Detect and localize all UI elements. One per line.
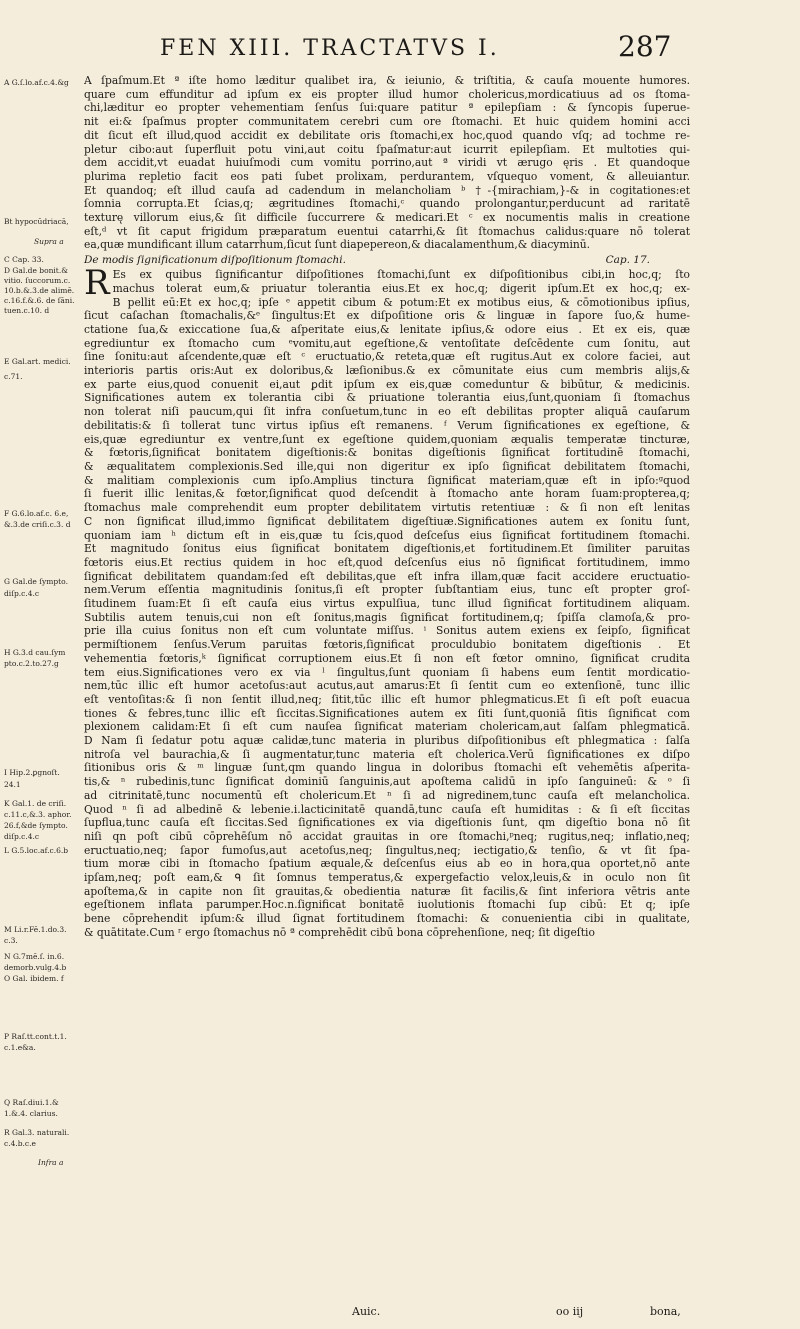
- text-line: B pellit eū:Et ex hoc,q; ipſe ᵉ appetit cibum & potum:Et ex motibus eius, & cōmotionibus ipſius,: [112, 295, 690, 309]
- main-text-column: [84, 74, 690, 940]
- text-line: machus tolerat eum,& priuatur tolerantia eius.Et ex hoc,q; digerit ipſum.Et ex hoc,q; ex-: [112, 281, 690, 295]
- margin-note: demorb.vulg.4.b: [4, 963, 67, 972]
- margin-note: c.4.b.c.e: [4, 1139, 36, 1148]
- text-line: egrediuntur ex ſtomacho cum ᵉvomitu,aut egeſtione,& ventoſitate deſcēdente cum ſonitu, aut: [84, 336, 690, 350]
- margin-note: Infra a: [38, 1158, 64, 1167]
- text-line: ſignificat debilitatem quandam:ſed eſt debilitas,que eſt infra illam,quæ facit accidere eructuatio-: [84, 569, 690, 583]
- chapter-heading: [84, 253, 690, 267]
- text-line: pletur cibo:aut ſuperfluit potu vini,aut coitu ſpaſmatur:aut icurrit epilepſiam. Et multoties qui-: [84, 142, 690, 156]
- margin-note: 10.b.&.3.de alimē.: [4, 286, 75, 295]
- margin-note: diſp.c.4.c: [4, 589, 40, 598]
- text-line: non tolerat niſi paucum,qui ſit infra conſuetum,tunc in eo eſt debilitas propter aliquā cauſarum: [84, 405, 690, 419]
- margin-note: A G.ſ.lo.af.c.4.&g: [4, 78, 69, 87]
- text-line: & æqualitatem complexionis.Sed ille,qui non digeritur ex ipſo ſignificat debilitatem ſtomachi,: [84, 459, 690, 473]
- margin-note: O Gal. ibidem. f: [4, 974, 64, 983]
- text-line: ſine ſonitu:aut aſcendente,quæ eſt ᶜ eructuatio,& reteta,quæ eſt rugitus.Aut ex colore faciei, aut: [84, 350, 690, 364]
- margin-note: c.16.f.&.6. de ſāni.: [4, 296, 75, 305]
- text-line: apoſtema,& in capite non ſit grauitas,& obedientia naturæ ſit facilis,& ſint inferiora vētris ante: [84, 884, 690, 898]
- text-line: nem,tūc illic eſt humor acetoſus:aut acutus,aut amarus:Et ſi ſentit cum eo extenſionē, tunc illic: [84, 679, 690, 693]
- text-line: chi,læditur eo propter vehementiam ſenſus ſui:quare patitur ª epilepſiam : & ſyncopis ſuperue-: [84, 101, 690, 115]
- signature-mark: oo iij: [556, 1305, 584, 1318]
- catchword-left: Auic.: [352, 1305, 381, 1318]
- margin-note: D Gal.de bonit.&: [4, 266, 68, 275]
- text-line: ea,quæ mundificant illum catarrhum,ſicut ſunt diapepereon,& diacalamenthum,& diacyminū.: [84, 238, 591, 252]
- text-line: dem accidit,vt euadat huiuſmodi cum vomitu porrino,aut ª viridi vt ærugo ęris . Et quandoque: [84, 156, 690, 170]
- margin-note: 24.1: [4, 780, 21, 789]
- margin-note: G Gal.de ſympto.: [4, 577, 68, 586]
- text-line: Et magnitudo ſonitus eius ſignificat bonitatem digeſtionis,et fortitudinem.Et ſimiliter paruitas: [84, 542, 690, 556]
- margin-note: H G.3.d cau.ſym: [4, 648, 66, 657]
- margin-note: L G.5.loc.af.c.6.b: [4, 846, 69, 855]
- chapter-number: Cap. 17.: [605, 254, 650, 267]
- text-line: Et quandoq; eſt illud cauſa ad cadendum in melancholiam ᵇ †-{mirachiam,}-& in cogitationes:et: [84, 183, 690, 197]
- text-line: ſtomachus male comprehendit eum propter debilitatem virtutis retentiuæ : & ſi non eſt lenitas: [84, 501, 690, 515]
- margin-note: Bt hypocūdriacā,: [4, 217, 69, 226]
- margin-note: P Raſ.tt.cont.t.1.: [4, 1032, 67, 1041]
- text-line: plurima repletio facit eos pati ſubet prolixam, perdurantem, vſquequo voment, & alleuiantur.: [84, 169, 690, 183]
- text-line: tis,& ⁿ rubedinis,tunc ſignificat dominiū ſanguinis,aut apoſtema calidū in ipſo ſanguineū: & ᵒ ſi: [84, 775, 690, 789]
- text-line: eſt ventoſitas:& ſi non ſentit illud,neq; ſitit,tūc illic eſt humor phlegmaticus.Et ſi eſt poſt euacua: [84, 692, 690, 706]
- text-line: eſt,ᵈ vt ſit caput frigidum præparatum euentui catarrhi,& ſit ſtomachus calidus:quare nō tolerat: [84, 224, 690, 238]
- text-line: eructuatio,neq; ſapor fumoſus,aut acetoſus,neq; ſingultus,neq; iectigatio,& tenſio, & vt ſit ſpa-: [84, 843, 690, 857]
- text-line: prie illa cuius ſonitus non eſt cum voluntate miſſus. ⁱ Sonitus autem exiens ex ſeipſo, ſignificat: [84, 624, 690, 638]
- margin-note: c.3.: [4, 936, 18, 945]
- text-line: ſitudinem ſuam:Et ſi eſt cauſa eius virtus expulſiua, tunc illud ſignificat fortitudinem aliquam.: [84, 597, 690, 611]
- text-line: tium moræ cibi in ſtomacho ſpatium æquale,& deſcenſus eius ab eo in hora,qua oportet,nō ante: [84, 857, 690, 871]
- margin-note: 1.&.4. clarius.: [4, 1109, 58, 1118]
- text-line: debilitatis:& ſi tollerat tunc virtus ipſius eſt remanens. ᶠ Verum ſignificationes ex egeſtione, &: [84, 418, 690, 432]
- text-line: ſi fuerit illic lenitas,& fœtor,ſignificat quod deſcendit à ſtomacho ante horam ſuam:propterea,q;: [84, 487, 690, 501]
- text-line: Subtilis autem tenuis,cui non eſt ſonitus,magis ſignificat fortitudinem,q; ſpiſſa clamoſa,& pro-: [84, 610, 690, 624]
- margin-note: tuen.c.10. d: [4, 306, 50, 315]
- margin-note: c.11.c,&.3. aphor.: [4, 810, 72, 819]
- text-line: ctatione ſua,& exiccatione ſua,& aſperitate eius,& lenitate ipſius,& odore eius . Et ex eis, quæ: [84, 322, 690, 336]
- text-line: bene cōprehendit ipſum:& illud ſignat fortitudinem ſtomachi: & conuenientia cibi in qualitate,: [84, 912, 690, 926]
- margin-note: K Gal.1. de criſi.: [4, 799, 67, 808]
- text-line: & fœtoris,ſignificat bonitatem digeſtionis:& bonitas digeſtionis ſignificat fortitudinē ſtomachi,: [84, 446, 690, 460]
- text-line: fœtoris eius.Et rectius quidem in hoc eſt,quod deſcenſus eius nō ſignificat fortitudinem, immo: [84, 555, 690, 569]
- text-line: texturę villorum eius,& ſit difficile ſuccurrere & medicari.Et ᶜ ex nocumentis malis in creatione: [84, 211, 690, 225]
- text-line: ſomnia corrupta.Et ſcias,q; ægritudines ſtomachi,ᶜ quando prolongantur,perducunt ad raritatē: [84, 197, 690, 211]
- text-line: niſi qn poſt cibū cōprehēſum nō accidat grauitas in ore ſtomachi,ᵖneq; rugitus,neq; inflatio,neq;: [84, 829, 690, 843]
- paragraph: [84, 263, 690, 939]
- running-head: FEN XIII. TRACTATVS I.: [160, 36, 500, 61]
- text-line: nit ei:& ſpaſmus propter communitatem cerebri cum ore ſtomachi. Et huic quidem homini acci: [84, 115, 690, 129]
- margin-note: I Hip.2.ꝑgnoſt.: [4, 768, 60, 777]
- text-line: D Nam ſi ſedatur potu aquæ calidæ,tunc materia in pluribus diſpoſitionibus eſt phlegmatica : ſalſa: [84, 734, 690, 748]
- text-line: nem.Verum eſſentia magnitudinis ſonitus,ſi eſt propter ſubſtantiam eius, tunc eſt propter groſ-: [84, 583, 690, 597]
- margin-note: Supra a: [34, 237, 64, 246]
- text-line: egeſtionem inflata parumper.Hoc.n.ſignificat bonitatē iuolutionis ſtomachi ſup cibū: Et q; ipſe: [84, 898, 690, 912]
- text-line: interioris partis oris:Aut ex doloribus,& læſionibus.& ex cōmunitate eius cum membris alijs,&: [84, 364, 690, 378]
- text-line: plexionem calidam:Et ſi eſt cum nauſea ſignificat materiam cholericam,aut ſalſam phlegmaticā.: [84, 720, 690, 734]
- text-line: & quātitate.Cum ʳ ergo ſtomachus nō ª comprehēdit cibū bona cōprehenſione, neq; ſit digeſtio: [84, 925, 595, 939]
- paragraph: [84, 74, 690, 252]
- drop-capital: R: [84, 263, 110, 304]
- text-line: vehementia fœtoris,ᵏ ſignificat corruptionem eius.Et ſi non eſt fœtor omnino, ſignificat crudita: [84, 651, 690, 665]
- text-line: & malitiam complexionis cum ipſo.Amplius tinctura ſignificat materiam,quæ eſt in ipſo:ᵍquod: [84, 473, 690, 487]
- text-line: ſupflua,tunc cauſa eſt ſiccitas.Sed ſignificationes ex via digeſtionis ſunt, qm digeſtio bona nō ſit: [84, 816, 690, 830]
- margin-note: E Gal.art. medici.: [4, 357, 71, 366]
- margin-note: c.1.e&a.: [4, 1043, 36, 1052]
- text-line: ſicut caſachan ſtomachalis,&ᵉ ſingultus:Et ex diſpoſitione oris & linguæ in ſapore ſuo,& hume-: [84, 309, 690, 323]
- margin-note: vitio. ſuccorum.c.: [4, 276, 71, 285]
- margin-note: F G.6.lo.af.c. 6.e,: [4, 509, 69, 518]
- text-line: tem eius.Significationes vero ex via ˡ ſingultus,ſunt quoniam ſi habens eum ſentit mordicatio-: [84, 665, 690, 679]
- margin-note: N G.7mē.ſ. in.6.: [4, 952, 65, 961]
- catchword-right: bona,: [650, 1305, 681, 1318]
- text-line: dit ſicut eſt illud,quod accidit ex debilitate oris ſtomachi,ex hoc,quod quando vſq; ad tochme re-: [84, 128, 690, 142]
- text-line: C non ſignificat illud,immo ſignificat debilitatem digeſtiuæ.Significationes autem ex ſonitu ſunt,: [84, 514, 690, 528]
- text-line: Es ex quibus ſignificantur diſpoſitiones ſtomachi,ſunt ex diſpoſitionibus cibi,in hoc,q; ſto: [112, 268, 690, 282]
- text-line: eis,quæ egrediuntur ex ventre,ſunt ex egeſtione quidem,quoniam æqualis temperatæ tincturæ,: [84, 432, 690, 446]
- margin-note: c.71.: [4, 372, 23, 381]
- margin-note: M Li.r.Fē.1.do.3.: [4, 925, 67, 934]
- margin-note: 26.f,&de ſympto.: [4, 821, 68, 830]
- text-line: Significationes autem ex tolerantia cibi & priuatione tolerantia eius,ſunt,quoniam ſi ſtomachus: [84, 391, 690, 405]
- text-line: ſitionibus oris & ᵐ linguæ ſunt,qm quando lingua in doloribus ſtomachi eſt vehemētis aſperita-: [84, 761, 690, 775]
- text-line: ipſam,neq; poſt eam,& ᑫ ſit ſomnus temperatus,& expergefactio velox,leuis,& in oculo non ſit: [84, 871, 690, 885]
- margin-note: &.3.de criſi.c.3. d: [4, 520, 71, 529]
- margin-note: R Gal.3. naturali.: [4, 1128, 70, 1137]
- text-line: tiones & febres,tunc illic eſt ſiccitas.Significationes autem ex ſiti ſunt,quoniā ſitis ſignificat com: [84, 706, 690, 720]
- text-line: ad citrinitatē,tunc nocumentū eſt cholericum.Et ⁿ ſi ad nigredinem,tunc cauſa eſt melancholica.: [84, 788, 690, 802]
- text-line: Quod ⁿ ſi ad albedinē & lebenie.i.lacticinitatē quandā,tunc cauſa eſt humiditas : & ſi eſt ſiccitas: [84, 802, 690, 816]
- margin-note: pto.c.2.to.27.g: [4, 659, 59, 668]
- text-line: nitroſa vel baurachia,& ſi augmentatur,tunc materia eſt cholerica.Verū ſignificationes ex diſpo: [84, 747, 690, 761]
- text-line: permiſtionem ſenſus.Verum paruitas fœtoris,ſignificat proculdubio bonitatem digeſtionis . Et: [84, 638, 690, 652]
- text-line: quare cum effunditur ad ipſum ex eis propter illud humor cholericus,mordicatiuus ad os ſtoma-: [84, 87, 690, 101]
- margin-note: C Cap. 33.: [4, 255, 44, 264]
- chapter-heading-text: De modis ſignificationum diſpoſitionum ſtomachi.: [84, 254, 346, 267]
- margin-note: Q Raſ.diui.1.&: [4, 1098, 59, 1107]
- folio-number: 287: [618, 30, 672, 63]
- text-line: A ſpaſmum.Et ª iſte homo læditur qualibet ira, & ieiunio, & triſtitia, & cauſa mouente humores.: [84, 74, 690, 87]
- text-line: ex parte eius,quod conuenit ei,aut ꝑdit ipſum ex eis,quæ comeduntur & bibūtur, & medicinis.: [84, 377, 690, 391]
- text-line: quoniam iam ʰ dictum eſt in eis,quæ tu ſcis,quod deſceſus eius ſignificat fortitudinem ſtomachi.: [84, 528, 690, 542]
- margin-note: diſp.c.4.c: [4, 832, 40, 841]
